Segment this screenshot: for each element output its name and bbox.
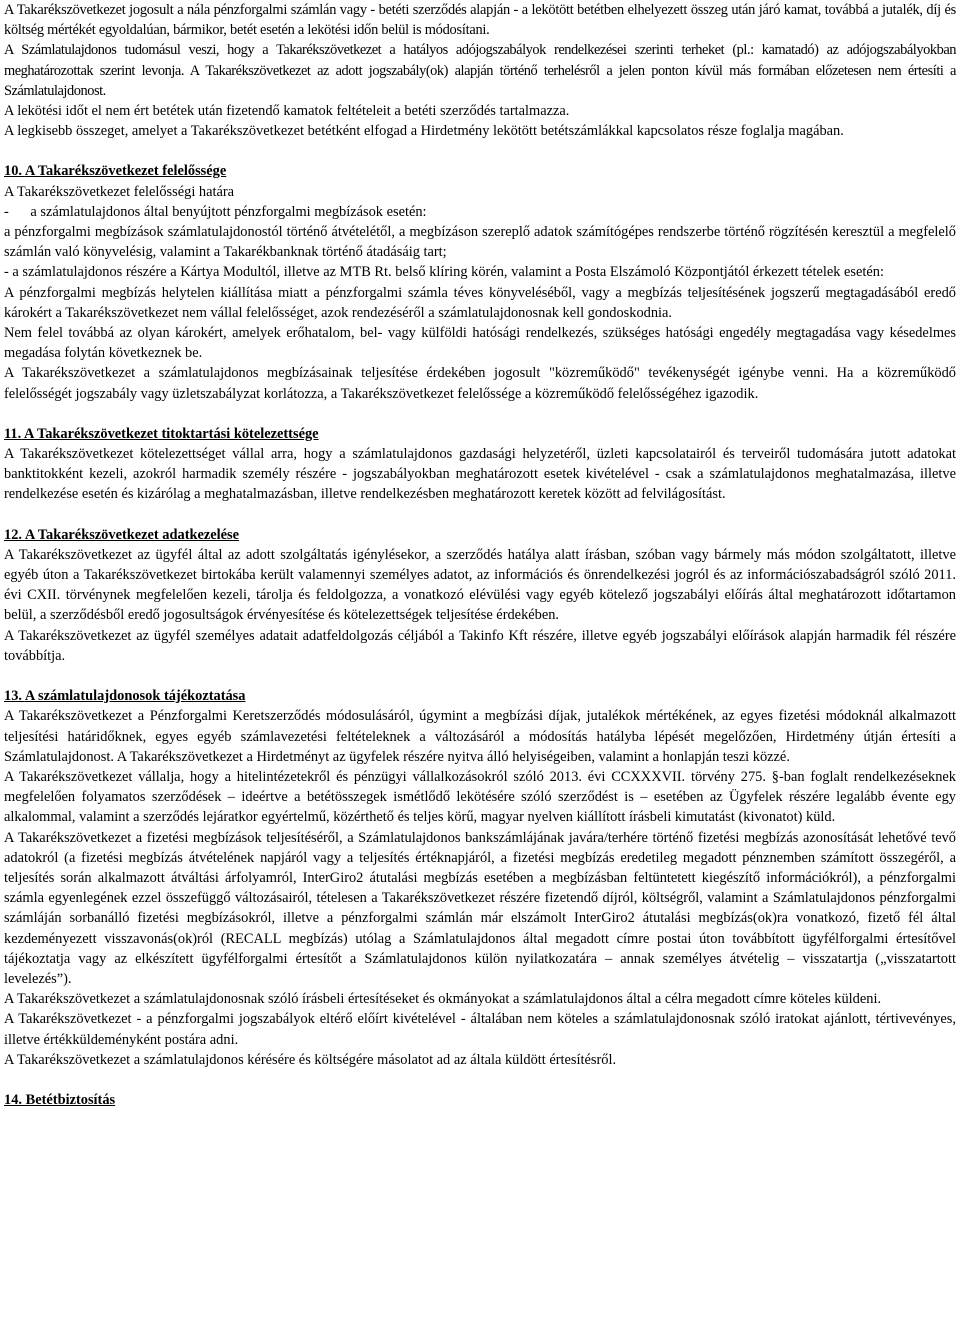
section-paragraph: a pénzforgalmi megbízások számlatulajdonostól történő átvételétől, a megbízáson szereplő adatok számítógépes rendszerbe történő rögzítésén keresztül a megfelelő számlán való könyvelésig, valamint a Takarékbanknak történő átadásáig tart; bbox=[4, 224, 956, 261]
section-11 bbox=[4, 424, 956, 505]
section-paragraph: - a számlatulajdonos részére a Kártya Modultól, illetve az MTB Rt. belső klíring körén, valamint a Posta Elszámoló Központjától érkezett tételek esetén: bbox=[4, 264, 884, 281]
section-paragraph: A Takarékszövetkezet vállalja, hogy a hitelintézetekről és pénzügyi vállalkozásokról szóló 2013. évi CCXXXVII. törvény 275. §-ban foglalt rendelkezéseknek megfelelően folyamatos szerződések – ideértve a betétösszegek ismétlődő lekötésére szóló szerződést is – esetében az Ügyfelek részére legalább évente egy alkalommal, valamint a szerződés lejáratkor egyértelmű, közérthető és teljes körű, magyar nyelven kiállított írásbeli kimutatást (kivonatot) küld. bbox=[4, 768, 956, 826]
section-title: Betétbiztosítás bbox=[25, 1091, 116, 1108]
section-14 bbox=[4, 1090, 956, 1110]
section-title: A számlatulajdonosok tájékoztatása bbox=[24, 688, 246, 705]
intro-block bbox=[4, 0, 956, 141]
intro-paragraph-1: A Takarékszövetkezet jogosult a nála pénzforgalmi számlán vagy - betéti szerződés alapján - a lekötött betétben elhelyezett összeg után járó kamat, továbbá a jutalék, díj és költség mértékét egyoldalúan, bármikor, betét esetén a lekötési időn belül is módosítani. bbox=[4, 2, 956, 39]
section-paragraph: A Takarékszövetkezet - a pénzforgalmi jogszabályok eltérő előírt kivételével - általában nem köteles a számlatulajdonosnak szóló iratokat ajánlott, tértivevényes, illetve értékküldeményként postára adni. bbox=[4, 1011, 956, 1048]
section-13 bbox=[4, 686, 956, 1070]
section-paragraph: Nem felel továbbá az olyan károkért, amelyek erőhatalom, bel- vagy külföldi hatósági rendelkezés, szükséges hatósági engedély megtagadása vagy késedelmes megadása folytán következnek be. bbox=[4, 325, 956, 362]
section-paragraph: A Takarékszövetkezet kötelezettséget vállal arra, hogy a számlatulajdonos gazdasági helyzetéről, üzleti kapcsolatairól és terveiről tudomására jutott adatokat banktitokként kezeli, azokról harmadik személy részére - jogszabályokban meghatározott esetek kivételével - csak a számlatulajdonos meghatalmazása, illetve rendelkezése esetén és kizárólag a meghatalmazásban, illetve rendelkezésben meghatározott keretek között ad felvilágosítást. bbox=[4, 446, 956, 503]
section-number: 11. bbox=[4, 425, 22, 442]
section-number: 12. bbox=[4, 526, 22, 543]
intro-paragraph-2: A Számlatulajdonos tudomásul veszi, hogy a Takarékszövetkezet a hatályos adójogszabályok rendelkezései szerinti terheket (pl.: kamatadó) az adójogszabályokban meghatározottak szerint levonja. A Takarékszövetkezet az adott jogszabály(ok) alapján történő terhelésről a jelen ponton kívül más formában előzetesen nem értesíti a Számlatulajdonost. bbox=[4, 42, 956, 99]
intro-paragraph-4: A legkisebb összeget, amelyet a Takarékszövetkezet betétként elfogad a Hirdetmény lekötött betétszámlákkal kapcsolatos része foglalja magában. bbox=[4, 123, 844, 140]
section-paragraph: A Takarékszövetkezet felelősségi határa bbox=[4, 183, 235, 200]
section-heading bbox=[4, 161, 956, 181]
section-paragraph: A Takarékszövetkezet a fizetési megbízások teljesítéséről, a Számlatulajdonos bankszámlájának javára/terhére történő fizetési megbízás azonosítását lehetővé tevő adatokról (a fizetési megbízás átvételének napjáról vagy a teljesítés értéknapjáról, a fizetési megbízás eredetileg megadott pénznemben számított összegéről, a teljesítés során alkalmazott átváltási árfolyamról, InterGiro2 átutalási megbízás esetében a megbízásban feltüntetett kiegészítő információkról), a pénzforgalmi számla egyenlegének ezzel összefüggő változásairól, tételesen a Takarékszövetkezet részére fizetendő díjról, költségről, valamint a Számlatulajdonos pénzforgalmi számláján sorbanálló fizetési megbízásokról, illetve a pénzforgalmi számlán már elszámolt InterGiro2 átutalási megbízás(ok)ra vonatkozó, fizető fél által kezdeményezett visszavonás(ok)ról (RECALL megbízás) utólag a Számlatulajdonos által megadott címre postai úton továbbított ügyfélforgalmi értesítővel tájékoztatja vagy az elkészített ügyfélforgalmi értesítőt a Számlatulajdonos külön nyilatkozatára – annak személyes átvételig – visszatartja („visszatartott levelezés”). bbox=[4, 829, 956, 987]
section-12 bbox=[4, 525, 956, 666]
section-number: 14. bbox=[4, 1091, 22, 1108]
section-paragraph: A Takarékszövetkezet az ügyfél által az adott szolgáltatás igénylésekor, a szerződés hatálya alatt írásban, szóban vagy bármely más módon szolgáltatott, illetve egyéb úton a Takarékszövetkezet birtokába került valamennyi személyes adatot, az információs és önrendelkezési jogról és az információszabadságról szóló 2011. évi CXII. törvénynek megfelelően kezeli, tárolja és feldolgozza, a vonatkozó elévülési vagy egyéb kötelező jogszabályi előírás által meghatározott időtartamon belül, a szerződésből eredő jogosultságok érvényesítése és kötelezettségek teljesítése érdekében. bbox=[4, 546, 956, 624]
section-heading bbox=[4, 525, 956, 545]
section-heading bbox=[4, 686, 956, 706]
section-title: A Takarékszövetkezet adatkezelése bbox=[24, 526, 240, 543]
section-paragraph: - a számlatulajdonos által benyújtott pénzforgalmi megbízások esetén: bbox=[4, 203, 427, 220]
section-paragraph: A pénzforgalmi megbízás helytelen kiállítása miatt a pénzforgalmi számla téves könyveléséből, vagy a megbízás teljesítésének jogszerű megtagadásából eredő károkért a Takarékszövetkezet nem vállal felelősséget, azok rendezéséről a számlatulajdonosnak kell gondoskodnia. bbox=[4, 284, 956, 321]
section-number: 13. bbox=[4, 688, 22, 705]
section-title: A Takarékszövetkezet titoktartási kötelezettsége bbox=[24, 425, 319, 442]
intro-paragraph-3: A lekötési időt el nem ért betétek után fizetendő kamatok feltételeit a betéti szerződés tartalmazza. bbox=[4, 103, 570, 120]
section-paragraph: A Takarékszövetkezet az ügyfél személyes adatait adatfeldolgozás céljából a Takinfo Kft részére, illetve egyéb jogszabályi előírások alapján harmadik fél részére továbbítja. bbox=[4, 627, 956, 664]
section-paragraph: A Takarékszövetkezet a számlatulajdonosnak szóló írásbeli értesítéseket és okmányokat a számlatulajdonos által a célra megadott címre köteles küldeni. bbox=[4, 991, 882, 1008]
section-10 bbox=[4, 161, 956, 403]
section-paragraph: A Takarékszövetkezet a számlatulajdonos megbízásainak teljesítése érdekében jogosult "közreműködő" tevékenységét igénybe venni. Ha a közreműködő felelősségét jogszabály vagy üzletszabályzat korlátozza, a Takarékszövetkezet felelőssége a közreműködő felelősségéhez igazodik. bbox=[4, 365, 956, 402]
section-heading bbox=[4, 1090, 956, 1110]
section-paragraph: A Takarékszövetkezet a Pénzforgalmi Keretszerződés módosulásáról, úgymint a megbízási díjak, jutalékok mértékének, az egyes fizetési módoknál alkalmazott teljesítési határidőknek, egyes egyéb számlavezetési feltételeknek a változásáról a módosítás hatályba lépését megelőzően, Hirdetmény útján értesíti a Számlatulajdonost. A Takarékszövetkezet a Hirdetményt az ügyfelek részére nyitva álló helyiségeiben, valamint a honlapján teszi közzé. bbox=[4, 708, 956, 765]
section-number: 10. bbox=[4, 163, 22, 180]
section-heading bbox=[4, 424, 956, 444]
section-title: A Takarékszövetkezet felelőssége bbox=[24, 163, 227, 180]
section-paragraph: A Takarékszövetkezet a számlatulajdonos kérésére és költségére másolatot ad az általa küldött értesítésről. bbox=[4, 1051, 617, 1068]
